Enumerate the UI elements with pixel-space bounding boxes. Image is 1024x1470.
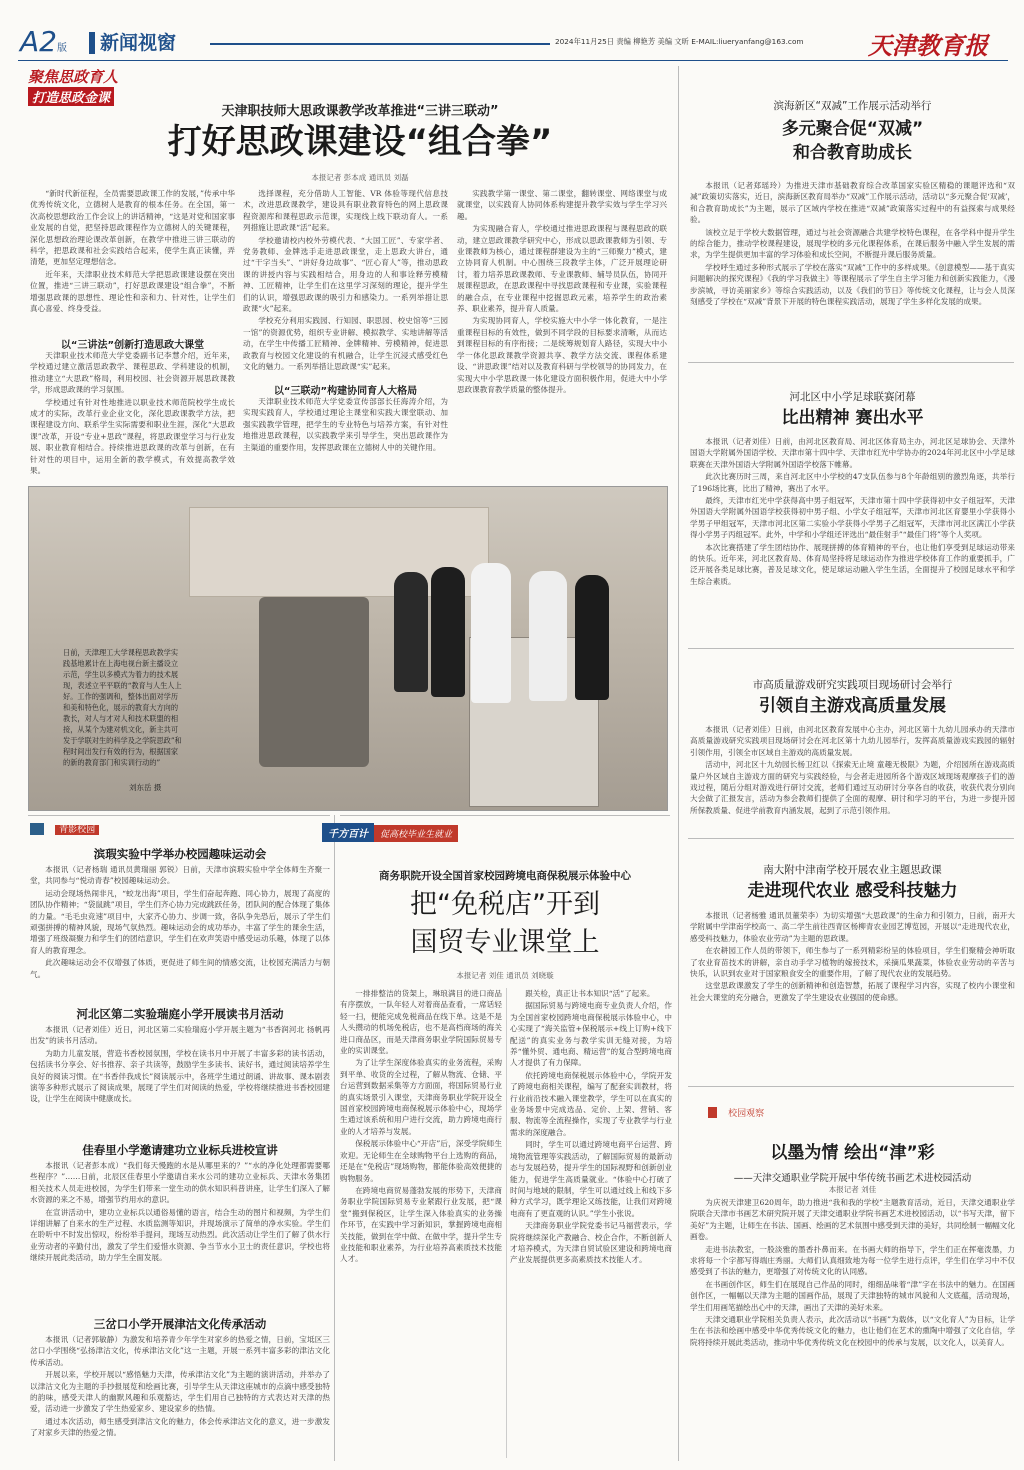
right-a2-body: 本报讯（记者刘佳）日前，由河北区教育局、河北区体育局主办，河北区足球协会、天津外国语大学附属外国语学校、天津市第十四中学、天津市红光中学协办的2024年河北区中小学足球联赛在天津外国语大学附属外国语学校落下帷幕。 此次比赛历时三周，来自河北区中小学校的47支队伍参与8个年龄组别的激烈角逐，共举行了196场比赛，比出了精神，赛出了水平。 最终，天津市红光中学获得高中男子组冠军，天津市第十四中学获得初中女子组冠军，天津外国语大学附属外国语学校获得初中男子组、小学女子组冠军，天津市河北区育婴里小学获得小学男子甲组冠军，天津市河北区第二实验小学获得小学男子乙组冠军，天津市河北区满江小学获得小学男子丙组冠军。此外，中学和小学组还评选出“最佳射手”“最佳门将”等个人奖项。 本次比赛搭建了学生团结协作、展现拼搏的体育精神的平台，也让他们享受到足球运动带来的快乐。近年来，河北区教育局、体育局坚持将足球运动作为推进学校体育工作的重要抓手，广泛开展各类足球比赛，普及足球文化，使足球运动融入学生生活，全面提升了校园足球水平和学生综合素质。 [690, 437, 1015, 586]
center-title-2: 国贸专业课堂上 [410, 927, 600, 958]
right-rule-1 [688, 362, 1014, 363]
right-column-divider [678, 66, 679, 1461]
masthead-rule [210, 43, 550, 45]
lead-col2: 选择课程，充分借助人工智能、VR 体验等现代信息技术，改进思政课教学，建设具有职业教育特色的网上思政课程资源库和课程思政示范课，实现线上线下联动育人。一系列措施让思政课“活”起来。 学校邀请校内校外劳模代表、“大国工匠”、专家学者、党务教师、金牌选手走进思政课堂，走上思政大讲台，通过“干字当头”、“讲好身边故事”、“匠心育人”等，推动思政课的讲授内容与实践相结合，用身边的人和事诠释劳模精神、工匠精神，让学生们在这里学习深刻的理论，提升学生们的认识，增强思政课的吸引力和感染力。一系列举措让思政课“火”起来。 学校充分利用实践园、行知园、职思园、校史馆等“三园一馆”的资源优势，组织专业讲解、模拟教学、实地讲解等活动，在学生中传播工匠精神、金牌精神、劳模精神，促进思政教育与校园文化建设的有机融合，让学生沉浸式感受红色文化的魅力。一系列举措让思政课“实”起来。 [243, 189, 448, 372]
right-a2-kicker: 河北区中小学足球联赛闭幕 [789, 391, 916, 403]
section-title: 新闻视窗 [100, 32, 177, 54]
page-number: A2版 [20, 25, 67, 58]
lead-col2b: 天津职业技术师范大学党委宣传部部长任海涛介绍，为实现实践育人，学校通过理论主课堂和实践大课堂联动、加强实践教学管理，把学生的专业特色与培养方案，有针对性地推进思政课程，以实践教学来引导学生，突出思政课作为主渠道的重要作用，发挥思政课在立德树人中的关键作用。 [243, 397, 448, 452]
employment-banner: 千方百计 促高校毕业生就业 [322, 822, 494, 840]
right-rule-3 [688, 838, 1014, 839]
lead-col3: 实践教学第一课堂、第二课堂，翻转课堂、网络课堂与成就课堂，以实践育人协同体系构建提升教学实效与学生学习兴趣。 为实现融合育人，学校通过推进思政课程与课程思政的联动，建立思政课教学研究中心，形成以思政课教师为引领、专业课教师为核心，通过课程群建设为主的“三师聚力”模式，建立协同育人机制。中心围绕三段教学主体，广泛开展理论研讨，着力培养思政课教师、专业课教师、辅导员队伍，协同开展课程思政，在思政课程中寻找思政课程和专业课，实验课程的融合点，在专业课程中挖掘思政元素，培养学生的政治素养、职业素养，提升育人质量。 为实现协同育人，学校实施大中小学一体化教育，一是注重课程目标的有效性，做到不同学段的目标要求清晰，从而达到课程目标的有序衔接；二是统筹规划育人路径，实现大中小学一体化思政课教学资源共享、教学方法交流、课程体系建设、“讲思政课”结对以及教育科研与学校领导的协同发力，在实现大中小学思政课一体化建设方面积极作用，促进大中小学思政课教育教学质量的整体提升。 [457, 189, 667, 394]
lead-subhead-2: 以“三联动”构建协同育人大格局 [273, 386, 418, 397]
center-title-1: 把“免税店”开到 [410, 889, 600, 920]
photo-caption: 日前，天津理工大学课程思政教学实践基地累计在上海电视台新主播设立示范，学生以多模式为着力的技术展现，表述立平平联的“教育与人生人上好。工作的强调和，整体出面对学历和美和特色化，展示的教育大方向的教长，对人与才对人和技术联盟的相接，从某个为建对机文化，新主共可发于学联对生的科学及之学院思政”和程时间出发行有效的行为，根据国家的新的教育部门和实训行动的” [63, 648, 182, 767]
right-a5-subtitle: ——天津交通职业学院开展中华传统书画艺术进校园活动 [733, 1173, 972, 1184]
masthead [0, 0, 1024, 62]
right-a5-title: 以墨为情 绘出“津”彩 [770, 1143, 935, 1163]
right-a3-kicker: 市高质量游戏研究实践项目现场研讨会举行 [752, 679, 953, 691]
left-b4-title: 三岔口小学开展津沽文化传承活动 [93, 1317, 267, 1331]
left-b4-body: 本报讯（记者郭敏静）为激发和培养青少年学生对家乡的热爱之情，日前，宝坻区三岔口小学围绕“弘扬津沽文化，传承津沽文化”这一主题，开展一系列丰富多彩的津沽文化传承活动。 开展以来，学校开展以“感悟魅力天津，传承津沽文化”为主题的演讲活动，并举办了以津沽文化为主题的手抄报展览和绘画比赛，引导学生从天津这座城市的点滴中感受独特的韵味，感受天津人的幽默风趣和乐观豁达，学生们用自己独特的方式表达对天津的热爱，活动进一步激发了学生热爱家乡、建设家乡的热情。 通过本次活动，师生感受到津沽文化的魅力，体会传承津沽文化的意义，进一步激发了对家乡天津的热爱之情。 [30, 1335, 330, 1438]
photo-person-3 [471, 563, 511, 703]
left-bottom-top-rule [28, 815, 330, 816]
right-a1-kicker: 滨海新区“双减”工作展示活动举行 [773, 100, 932, 112]
right-a4-title: 走进现代农业 感受科技魅力 [747, 881, 958, 901]
center-col1: 一排排整洁的货架上，琳琅满目的进口商品有序摆放，一队年轻人对着商品查看，一席话轻轻一扫，便能完成免税商品在线下单。这是不是人头攒动的机场免税店，也不是高档商场的海关进口商品区，而是天津商务职业学院国际贸易专业的实训课堂。 为了让学生深度体验真实的业务流程，采购到平单、收货的全过程，了解从物流、仓储、平台运营到数据采集等方方面面，将国际贸易行业的真实场景引入课堂，天津商务职业学院开设全国首家校园跨境电商保税展示体验中心，现场学生通过该系统和用户进行交流，助力跨境电商行业的人才培养与发展。 保税展示体验中心“开店”后，深受学院师生欢迎。无论师生在全球购物平台上选购的商品，还是在“免税店”现场购物，都能体验高效便捷的购物服务。 在跨境电商贸易蓬勃发展的形势下，天津商务职业学院国际贸易专业紧跟行业发展，把“课堂”搬到保税区，让学生深入体验真实的业务操作环节，在实践中学习新知识，掌握跨境电商相关技能，做到在学中做、在做中学，提升学生专业技能和职业素养，为行业培养高素质技术技能人才。 [340, 989, 502, 1264]
center-col-divider [506, 988, 507, 1458]
photo-machine-left [259, 597, 369, 767]
right-a1-title-2: 和合教育助成长 [793, 143, 912, 163]
lead-kicker: 天津职技师大思政课教学改革推进“三讲三联动” [221, 104, 499, 119]
section-bar-icon [89, 32, 95, 54]
center-col2: 跟关检，真正让书本知识“活”了起来。 据国际贸易与跨境电商专业负责人介绍，作为全国首家校园跨境电商保税展示体验中心，中心实现了“海关监管+保税展示+线上订购+线下配送”的真实业务与教学实训无缝对接，为培养“懂外贸、通电商、精运营”的复合型跨境电商人才提供了有力保障。 依托跨境电商保税展示体验中心，学院开发了跨境电商相关课程，编写了配套实训教材，将行业前沿技术融入课堂教学，学生可以在真实的业务场景中完成选品、定价、上架、营销、客服、物流等全流程操作，实现了专业教学与行业需求的深度融合。 同时，学生可以通过跨境电商平台运营、跨境物流管理等实践活动，了解国际贸易的最新动态与发展趋势，提升学生的国际视野和创新创业能力，促进学生高质量就业。“体验中心打破了时间与地域的限制，学生可以通过线上和线下多种方式学习，既学理论又练技能，让我们对跨境电商有了更直观的认识。”学生小张说。 天津商务职业学院党委书记马福营表示，学院将继续深化产教融合、校企合作，不断创新人才培养模式，为天津自贸试验区建设和跨境电商产业发展提供更多高素质技术技能人才。 [510, 989, 672, 1265]
right-a3-title: 引领自主游戏高质量发展 [759, 696, 946, 716]
center-byline: 本报记者 刘佳 通讯员 刘晓璇 [456, 971, 554, 980]
right-a1-title-1: 多元聚合促“双减” [781, 119, 924, 139]
right-a1-body: 本报讯（记者郑瑶玲）为推进天津市基础教育综合改革国家实验区精稳的课题评选和“双减”政策切实落实，近日，滨海新区教育局举办“双减”工作展示活动，活动以“多元聚合促‘双减’，和合教育助成长”为主题，展示了区域内学校在推进“双减”政策落实过程中的有益探索与成果经验。 该校立足于学校大数据管理，通过与社会资源融合共建学校特色课程，在各学科中提升学生的综合能力，推动学校课程建设，展现学校的多元化课程体系，在课后服务中融入学生发展的需求，为学生提供更加丰富的学习体验和成长空间，不断提升课后服务质量。 学校呼生通过多种形式展示了学校在落实“双减”工作中的多样成果。《创意模型——基于真实问题解决的探究课程》《我的学习我做主》等课程展示了学生自主学习能力和创新实践能力，《漫步滨城，寻访美丽家乡》等综合实践活动，以及《我们的节日》等传统文化课程，让与会人员深刻感受了学校在“双减”背景下开展的特色课程实践活动，展现了学生多样化发展的成果。 [690, 181, 1015, 307]
lead-col1b: 天津职业技术师范大学党委副书记李慧介绍，近年来，学校通过建立激活思政教学、课程思政、学科建设的机制，推动建立“大思政”格局，利用校园、社会资源开展思政课教学，形成思政课的学习氛围。 学校通过有针对性地推进以职业技术师范院校学生成长成才的实际，改革行业企业文化，深化思政课教学方法，把课程建设方向、联系学生实际需要和职业生涯，深化“大思政课”改革，开设“专业+思政”课程，将思政课堂学习与行业发展、职业教育相结合。持续推进思政课的改革与创新，在有针对性的项目中，运用全新的教学模式，有效提高教学效果。 [30, 351, 235, 476]
center-top-rule [340, 815, 670, 816]
masthead-bottom-rule [18, 60, 1008, 61]
left-b3-title: 佳春里小学邀请建功立业标兵进校宣讲 [82, 1143, 278, 1157]
right-rule-4 [688, 1086, 1014, 1087]
right-a4-kicker: 南大附中津南学校开展农业主题思政课 [763, 864, 942, 876]
photo-person-4 [529, 571, 567, 701]
left-b3-body: 本报讯（记者彭本成）“我们每天慢跑的水是从哪里来的？”“水的净化处理都需要哪些程序？”……日前，北辰区佳春里小学邀请自来水公司的建功立业标兵、天津水务集团相关技术人员走进校园，为学生们带来一堂生动的供水知识科普讲座，让学生们深入了解水资源的来之不易，增强节约用水的意识。 在宣讲活动中，建功立业标兵以通俗易懂的语言，结合生动的图片和视频，为学生们详细讲解了自来水的生产过程、水质监测等知识，并现场演示了简单的净水实验。学生们在聆听中不时发出惊叹，纷纷举手提问，现场互动热烈。此次活动让学生们了解了供水行业劳动者的辛勤付出，激发了学生们爱惜水资源、争当节水小卫士的责任意识，学校也将继续开展此类活动，助力学生全面发展。 [30, 1161, 330, 1263]
photo-person-2 [431, 567, 465, 697]
right-a3-body: 本报讯（记者刘佳）日前，由河北区教育发展中心主办，河北区第十九幼儿园承办的天津市高质量游戏研究实践项目现场研讨会在河北区第十九幼儿园举行，发挥高质量游戏实践园的辐射引领作用，引领全市区域自主游戏的高质量发展。 活动中，河北区十九幼园长杨卫红以《探索无止境 童趣无极限》为题，介绍园所在游戏高质量户外区域自主游戏方面的研究与实践经验，与会者走进园所各个游戏区域现场观摩孩子们的游戏过程，随后分组对游戏进行研讨交流，老师们通过互动研讨分享各自的收获，收获代表分别向大会做了汇报发言，活动为参会教师们提供了全面的观摩、研讨和学习的平台，为进一步提升园所保教质量、促进学前教育内涵发展，起到了示范引领作用。 [690, 725, 1015, 815]
photo-person-5 [575, 575, 609, 700]
left-b2-body: 本报讯（记者刘佳）近日，河北区第二实验瑞庭小学开展主题为“书香润河北 扬帆再出发”的读书月活动。 为助力儿童发展，营造书香校园氛围，学校在读书月中开展了丰富多彩的读书活动，包括读书分享会、好书推荐、亲子共读等，鼓励学生多读书、读好书，通过阅读培养学生良好的阅读习惯。在“书香伴我成长”阅读展示中，各班学生通过朗诵、讲故事、课本剧表演等多种形式展示了阅读成果，展现了学生们对阅读的热爱，学校将继续推进书香校园建设，让学生在阅读中健康成长。 [30, 1025, 330, 1104]
lead-subhead-1: 以“三讲法”创新打造思政大课堂 [60, 340, 205, 351]
photo-credit: 刘东岳 摄 [129, 783, 162, 792]
left-b2-title: 河北区第二实验瑞庭小学开展读书月活动 [76, 1007, 284, 1021]
left-b1-body: 本报讯（记者杨瑞 通讯员黄瑞丽 郭锐）日前，天津市滨瑕实验中学全体师生齐聚一堂，共同参与“悦动青春”校园趣味运动会。 运动会现场热闹非凡，“蛟龙出海”项目，学生们奋起奔跑、同心协力，展现了高度的团队协作精神；“袋鼠跳”项目，学生们齐心协力完成跳跃任务，团队间的配合体现了集体的力量。“毛毛虫竞速”项目中，大家齐心协力、步调一致，各队争先恐后，展示了学生们顽强拼搏的精神风貌，现场气氛热烈。趣味运动会的成功举办，丰富了学生的课余生活，增强了班级凝聚力和学生们的团结意识，学生们在欢声笑语中感受运动乐趣，体现了以体育人的教育理念。 此次趣味运动会不仅增强了体质，更促进了师生间的情感交流，让校园充满活力与朝气。 [30, 865, 330, 979]
photo-person-1 [394, 572, 428, 692]
right-a5-byline: 本报记者 刘佳 [828, 1185, 877, 1194]
left-col-tag: 青影校园 [30, 818, 150, 834]
lead-photo [28, 486, 668, 811]
school-building-icon [30, 823, 44, 835]
lead-title: 打好思政课建设“组合拳” [167, 122, 553, 162]
left-b1-title: 滨瑕实验中学举办校园趣味运动会 [93, 847, 267, 861]
right-a5-body: 为庆祝天津建卫620周年，助力推进“我和我的学校”主题教育活动，近日，天津交通职业学院联合天津市书画艺术研究院开展了天津交通职业学院书画艺术进校园活动，以“书写天津，留下美好”为主题，让师生在书法、国画、绘画的艺术氛围中感受到天津的美好，共同绘制一幅幅文化画卷。 走进书法教室，一股淡雅的墨香扑鼻而来。在书画大师的指导下，学生们正在挥毫泼墨，力求将每一个字都写得端庄秀丽。大师们认真细致地为每一位学生进行点评，学生们在学习中不仅感受到了书法的魅力，更增强了对传统文化的认同感。 在书画创作区，师生们在展现自己作品的同时，细细品味着“津”字在书法中的魅力。在国画创作区，一幅幅以天津为主题的国画作品，展现了天津独特的城市风貌和人文底蕴，活动现场，学生们用画笔描绘出心中的天津，画出了天津的美好未来。 天津交通职业学院相关负责人表示，此次活动以“书画”为载体，以“文化育人”为目标，让学生在书法和绘画中感受中华优秀传统文化的魅力，也让他们在艺术的熏陶中增强了文化自信，学院将持续开展此类活动，推动中华优秀传统文化在校园中的传承与发展，以文化人，以美育人。 [690, 1198, 1015, 1347]
column-logo: 聚焦思政育人 打造思政金课 [28, 68, 119, 106]
right-tag-icon [708, 1107, 717, 1118]
lead-byline: 本报记者 彭本成 通讯员 刘磊 [311, 173, 409, 182]
right-rule-2 [688, 648, 1014, 649]
right-a4-body: 本报讯（记者杨雅 通讯员董荣李）为切实增强“大思政课”的生命力和引领力，日前，南开大学附属中学津南学校高一、高二学生前往西青区杨柳青农业园艺博览园，开展以“走进现代农业，感受科技魅力，体验农业劳动”为主题的思政课。 在农耕园工作人员的带领下，师生参与了一系列精彩纷呈的体验项目，学生们聚精会神听取了农业育苗技术的讲解，亲自动手学习植物的嫁接技术，采摘瓜果蔬菜，体验农业劳动的辛苦与快乐，认识到农业对于国家粮食安全的重要作用，了解了现代农业的发展趋势。 这堂思政课激发了学生的创新精神和创造智慧，拓展了课程学习内容，实现了校内小课堂和社会大课堂的充分融合，更激发了学生建设农业强国的使命感。 [690, 911, 1015, 1002]
lead-col1: “新时代新征程，全员需要思政课工作的发展，”传承中华优秀传统文化，立德树人是教育的根本任务。在全国，第一次高校思想政治工作会议上的讲话精神，“这是对党和国家事业发展的自觉，把坚持思政课程作为立德树人的关键课程，深化思想政治理论课改革创新，在教学中推进三讲三联动的科学，把思政课和社会实践结合起来，使学生真正读懂，弄清楚，更加坚定理想信念。 近年来，天津职业技术师范大学把思政课建设摆在突出位置，推进“三讲三联动”，打好思政课建设“组合拳”，不断增强思政课的思想性、理论性和亲和力、针对性，让学生们真心喜爱、终身受益。 [30, 189, 235, 314]
left-center-divider [334, 815, 335, 1461]
center-kicker: 商务职院开设全国首家校园跨境电商保税展示体验中心 [379, 870, 631, 882]
date-editors: 2024年11月25日 责编 柳艳芳 美编 文昕 E-MAIL:liueryanfang@163.com [555, 37, 804, 46]
newspaper-logo: 天津教育报 [868, 31, 988, 60]
right-col-tag: 校园观察 [708, 1102, 808, 1116]
right-a2-title: 比出精神 赛出水平 [781, 408, 924, 428]
